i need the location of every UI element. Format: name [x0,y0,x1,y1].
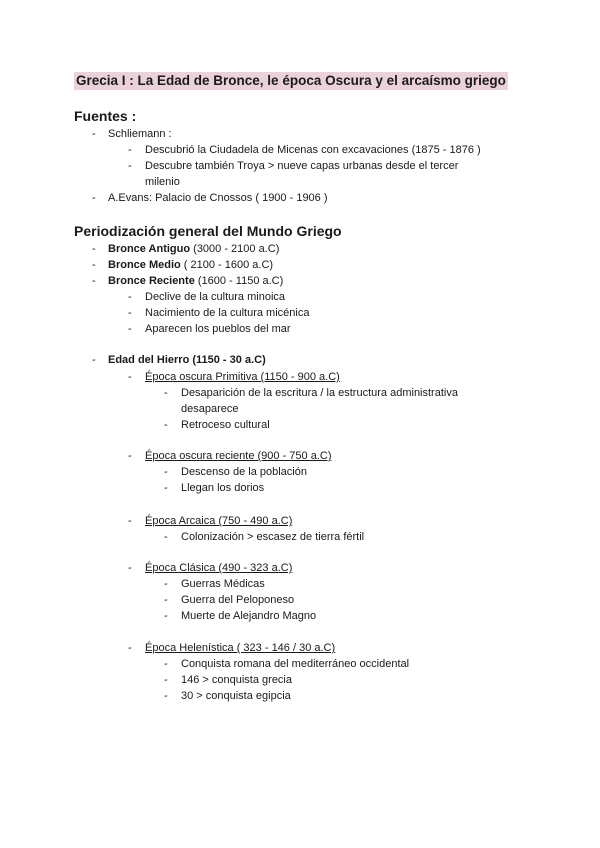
list-item: Nacimiento de la cultura micénica [145,307,310,319]
period-heading: Época oscura reciente (900 - 750 a.C) [145,450,332,462]
list-item: Aparecen los pueblos del mar [145,323,291,335]
list-item: Descenso de la población [181,466,307,478]
list-item: 30 > conquista egipcia [181,690,291,702]
list-item-schliemann: Schliemann : [108,128,172,140]
bullet-dash: - [92,192,96,204]
section-heading-periodizacion: Periodización general del Mundo Griego [74,223,342,239]
period-heading: Época Helenística ( 323 - 146 / 30 a.C) [145,642,336,654]
list-item: Guerras Médicas [181,578,265,590]
bullet-dash: - [164,674,168,686]
bronce-medio-label: Bronce Medio [108,259,181,271]
bullet-dash: - [128,291,132,303]
list-item-edad-hierro: Edad del Hierro (1150 - 30 a.C) [108,354,266,366]
bullet-dash: - [128,144,132,156]
list-item: Retroceso cultural [181,419,270,431]
bullet-dash: - [92,275,96,287]
bullet-dash: - [164,578,168,590]
list-item: Llegan los dorios [181,482,265,494]
bullet-dash: - [128,450,132,462]
bullet-dash: - [128,323,132,335]
list-item-continuation: milenio [145,176,180,188]
list-item: Descubre también Troya > nueve capas urbanas desde el tercer [145,160,459,172]
bullet-dash: - [164,466,168,478]
bullet-dash: - [164,690,168,702]
bullet-dash: - [164,387,168,399]
period-heading: Época Arcaica (750 - 490 a.C) [145,515,293,527]
bullet-dash: - [164,610,168,622]
bullet-dash: - [92,259,96,271]
period-heading: Época Clásica (490 - 323 a.C) [145,562,293,574]
bronce-reciente-dates: (1600 - 1150 a.C) [194,275,284,287]
bullet-dash: - [92,243,96,255]
bullet-dash: - [164,482,168,494]
bullet-dash: - [128,562,132,574]
bullet-dash: - [128,160,132,172]
bullet-dash: - [164,594,168,606]
bullet-dash: - [128,371,132,383]
bullet-dash: - [128,515,132,527]
list-item-bronce-medio [108,257,273,273]
list-item-bronce-reciente [108,273,283,289]
bronce-reciente-label: Bronce Reciente [108,275,195,287]
list-item: Colonización > escasez de tierra fértil [181,531,365,543]
list-item: Desaparición de la escritura / la estructura administrativa [181,387,458,399]
list-item-continuation: desaparece [181,403,239,415]
list-item-evans: A.Evans: Palacio de Cnossos ( 1900 - 1906 ) [108,192,328,204]
bronce-antiguo-label: Bronce Antiguo [108,243,191,255]
list-item: Declive de la cultura minoica [145,291,286,303]
bronce-antiguo-dates: (3000 - 2100 a.C) [190,243,280,255]
list-item: Guerra del Peloponeso [181,594,295,606]
list-item-bronce-antiguo [108,241,279,257]
section-heading-fuentes: Fuentes : [74,108,137,124]
bullet-dash: - [164,419,168,431]
bullet-dash: - [92,354,96,366]
bullet-dash: - [164,531,168,543]
period-heading: Época oscura Primitiva (1150 - 900 a.C) [145,371,340,383]
list-item: Descubrió la Ciudadela de Micenas con excavaciones (1875 - 1876 ) [145,144,481,156]
list-item: Conquista romana del mediterráneo occidental [181,658,410,670]
bullet-dash: - [128,307,132,319]
page-title: Grecia I : La Edad de Bronce, le época Oscura y el arcaísmo griego [76,73,506,88]
list-item: Muerte de Alejandro Magno [181,610,317,622]
bullet-dash: - [92,128,96,140]
bronce-medio-dates: ( 2100 - 1600 a.C) [180,259,274,271]
bullet-dash: - [128,642,132,654]
list-item: 146 > conquista grecia [181,674,292,686]
bullet-dash: - [164,658,168,670]
